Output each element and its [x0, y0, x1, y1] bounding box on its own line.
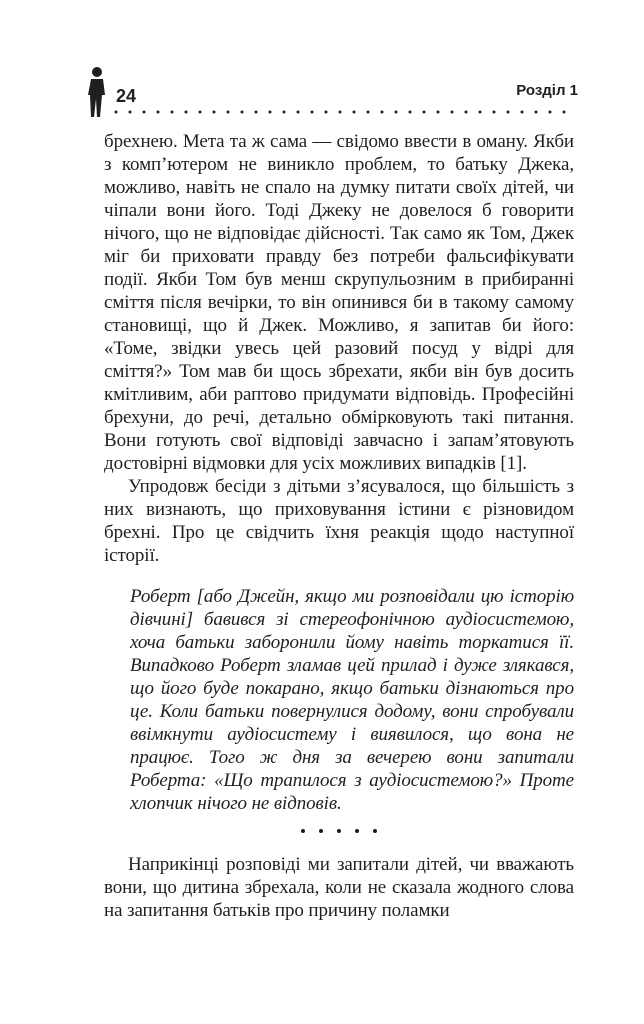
- body-paragraph-2: Упродовж бесіди з дітьми з’ясувалося, що більшість з них визнають, що приховування істини є різновидом брехні. Про це свідчить їхня реакція щодо наступної історії.: [104, 476, 574, 566]
- standing-child-silhouette-icon: [82, 66, 112, 118]
- separator-dot: [337, 829, 341, 833]
- separator-dot: [373, 829, 377, 833]
- page-number: 24: [116, 86, 137, 106]
- separator-dot: [319, 829, 323, 833]
- page-header: [82, 66, 578, 120]
- section-label: Розділ 1: [516, 82, 578, 99]
- header-dotted-rule: [114, 110, 580, 114]
- story-quote: Роберт [або Джейн, якщо ми розповідали цю історію дівчині] бавився зі стереофонічною аудіосистемою, хоча батьки заборонили йому навіть торкатися її. Випадково Роберт зламав цей прилад і дуже злякався, що його буде покарано, якщо батьки дізнаються про це. Коли батьки повернулися додому, вони спробували ввімкнути аудіосистему і виявилося, що вона не працює. Того ж дня за вечерею вони запитали Роберта: «Що трапилося з аудіосистемою?» Проте хлопчик нічого не відповів.: [130, 586, 574, 814]
- page-content: [104, 130, 574, 922]
- separator-dot: [355, 829, 359, 833]
- body-paragraph-1: брехнею. Мета та ж сама — свідомо ввести в оману. Якби з комп’ютером не виникло проблем, то батьку Джека, можливо, навіть не спало на думку питати своїх дітей, чи чіпали вони його. Тоді Джеку не довелося б говорити нічого, що не відповідає дійсності. Так само як Том, Джек міг би приховати правду без потреби фальсифікувати події. Якби Том був менш скрупульозним в прибиранні сміття після вечірки, то він опинився би в такому самому становищі, що й Джек. Можливо, я запитав би його: «Томе, звідки увесь цей разовий посуд у відрі для сміття?» Том мав би щось збрехати, якби він був досить кмітливим, аби раптово придумати відповідь. Професійні брехуни, до речі, детально обмірковують такі питання. Вони готують свої відповіді завчасно і запам’ятовують достовірні відмовки для усіх можливих випадків [1].: [104, 131, 574, 474]
- separator-dot: [301, 829, 305, 833]
- body-paragraph-3: Наприкінці розповіді ми запитали дітей, чи вважають вони, що дитина збрехала, коли не сказала жодного слова на запитання батьків про причину поламки: [104, 854, 574, 921]
- dotted-separator-icon: [104, 827, 574, 835]
